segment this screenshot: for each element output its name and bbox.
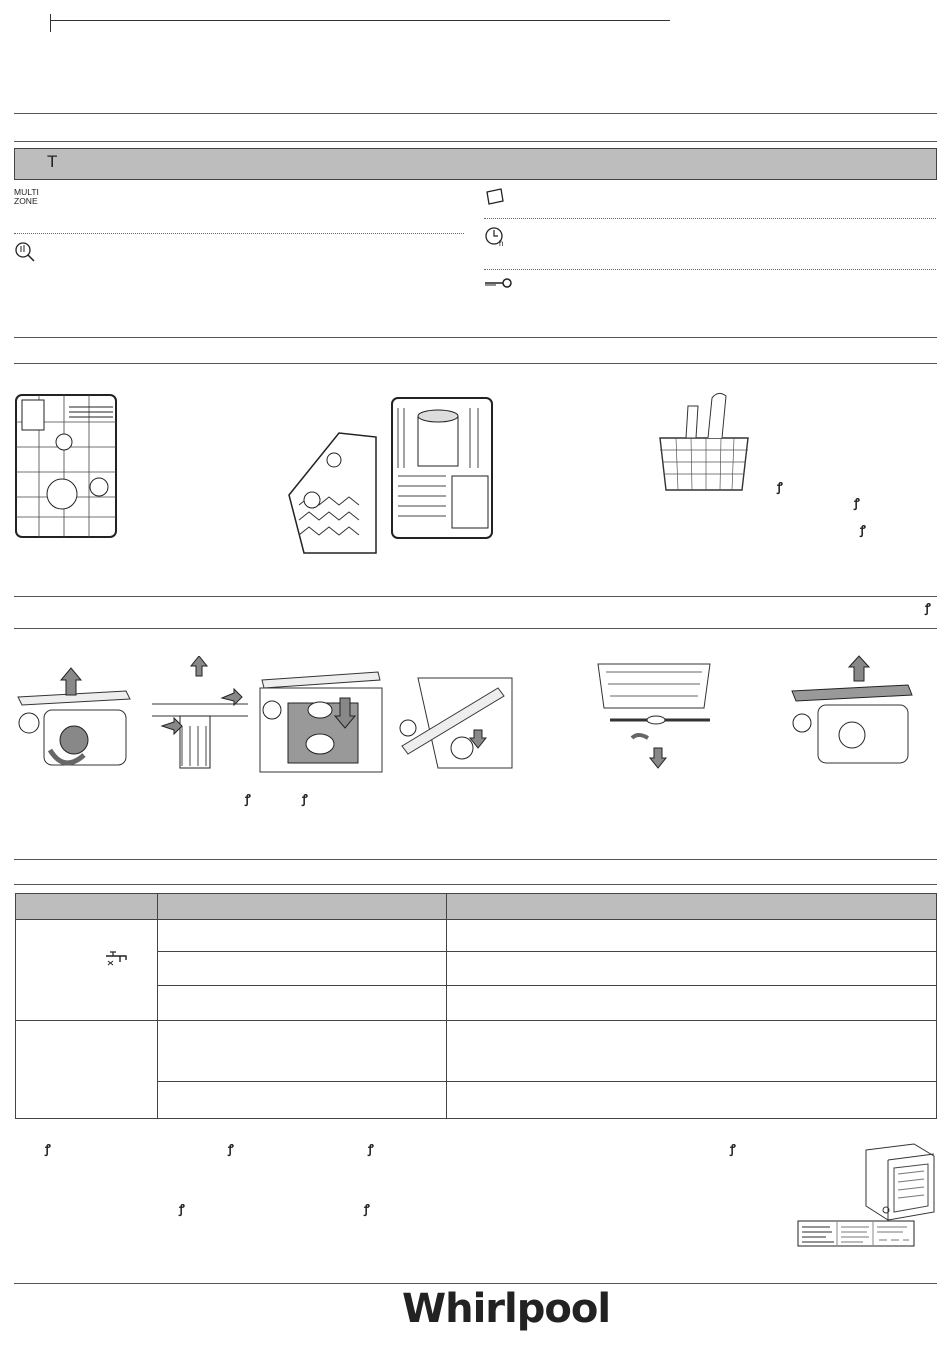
troubleshooting-table [15,893,937,1119]
dotted-divider [484,269,936,270]
upper-rack-illustration [390,396,494,541]
brand-logo: Whirlpool [402,1286,611,1332]
section-title-letter: T [47,152,58,171]
filter-detach-illustration [152,656,248,771]
dishwasher-illustration [858,1140,938,1222]
table-cell [447,1082,937,1119]
table-cell [158,920,447,952]
upper-spray-arm-illustration [596,658,716,774]
marker-glyph: ꝭ [245,792,251,806]
section-divider [14,859,937,860]
table-cell [158,952,447,986]
marker-glyph: ꝭ [925,601,931,615]
section-divider [14,337,937,338]
table-header-cell [16,894,158,920]
section-divider [14,363,937,364]
marker-glyph: ꝭ [179,1202,185,1216]
delay-start-icon [484,226,508,248]
table-cell-problem [16,1021,158,1119]
table-cell [158,986,447,1021]
marker-glyph: ꝭ [860,523,866,537]
lower-spray-arm-illustration [788,655,918,767]
section-divider [14,596,937,597]
table-cell [158,1082,447,1119]
table-cell [158,1021,447,1082]
section-divider [14,884,937,885]
table-cell [447,1021,937,1082]
svg-text:h: h [499,239,504,248]
table-cell [447,920,937,952]
header-rule [50,20,670,21]
dotted-divider [14,233,464,234]
marker-glyph: ꝭ [854,496,860,510]
tablet-icon [484,188,506,206]
marker-glyph: ꝭ [45,1142,51,1156]
table-header-cell [158,894,447,920]
multizone-icon: MULTI ZONE [14,187,39,206]
table-cell [447,952,937,986]
cutlery-basket-illustration [656,388,752,493]
table-header-cell [447,894,937,920]
marker-glyph: ꝭ [302,792,308,806]
marker-glyph: ꝭ [730,1142,736,1156]
filter-removal-illustration [14,655,138,775]
footer-divider [14,1283,937,1284]
cutlery-rack-illustration [284,425,380,560]
section-divider [14,113,937,114]
table-cell-problem [16,920,158,1021]
marker-glyph: ꝭ [368,1142,374,1156]
table-header-row [16,894,937,920]
marker-glyph: ꝭ [777,480,783,494]
marker-glyph: ꝭ [364,1202,370,1216]
section-divider [14,628,937,629]
section-title-bar [14,148,937,180]
water-tap-icon [104,948,130,968]
dotted-divider [484,218,936,219]
table-row [16,920,937,952]
lower-rack-illustration [14,392,118,542]
table-cell [447,986,937,1021]
table-row [16,1021,937,1082]
section-divider [14,141,937,142]
key-lock-icon [484,276,512,290]
spray-arm-illustration [258,658,384,776]
rating-plate-illustration [797,1220,915,1247]
power-clean-icon [14,240,36,262]
header-tick [50,14,51,32]
marker-glyph: ꝭ [228,1142,234,1156]
filter-reinsert-illustration [398,658,516,776]
